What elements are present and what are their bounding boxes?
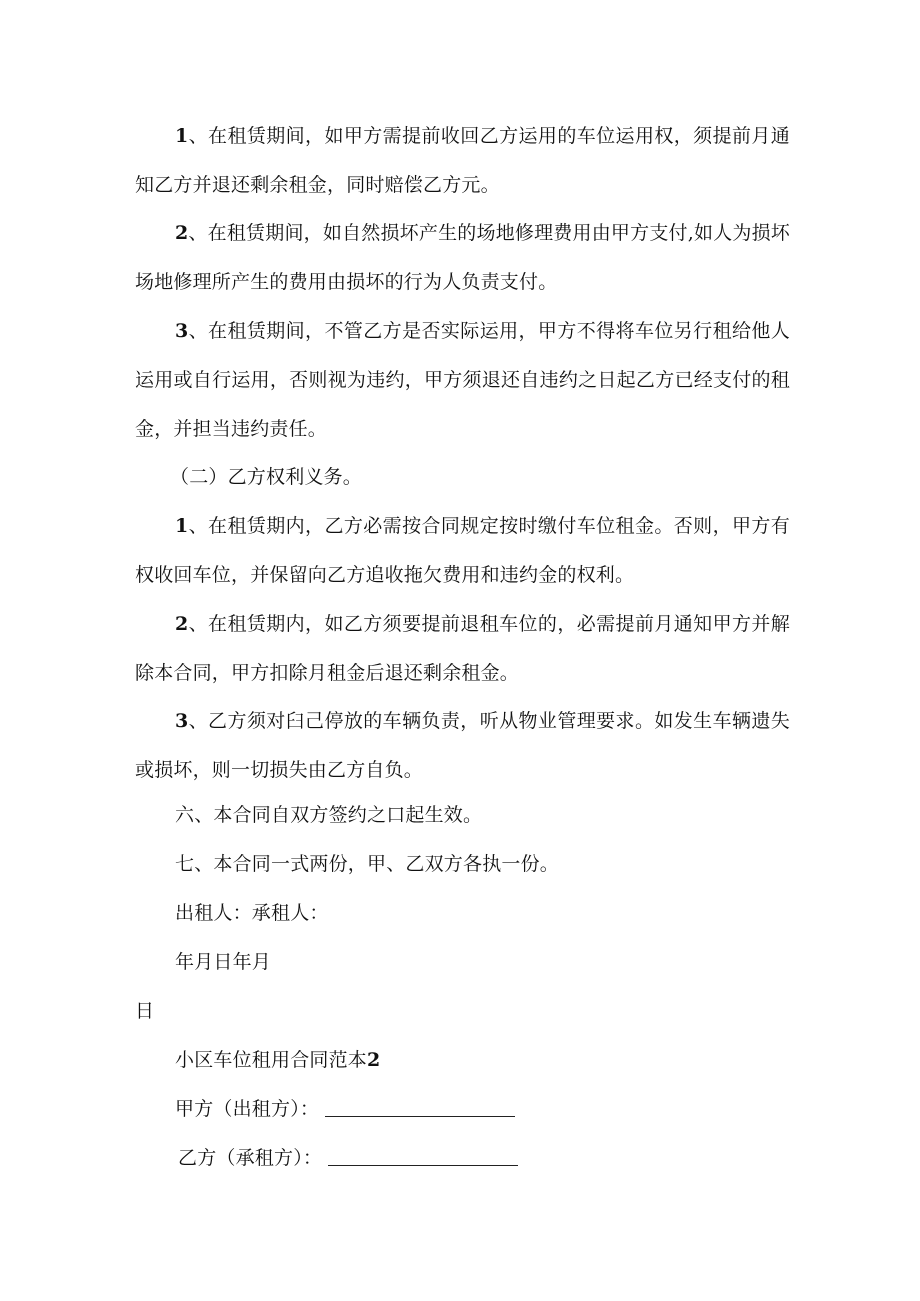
article-7: 七、本合同一式两份，甲、乙双方各执一份。 — [175, 853, 560, 875]
clause-number: 2 — [175, 613, 189, 635]
clause-number: 1 — [175, 125, 189, 147]
clause-text: 、在租赁期内，乙方必需按合同规定按时缴付车位租金。否则，甲方有权收回车位，并保留向乙方追收拖欠费用和违约金的权利。 — [135, 515, 790, 586]
clause-number: 2 — [175, 222, 189, 244]
clause-text: 、在租赁期间，如甲方需提前收回乙方运用的车位运用权，须提前月通知乙方并退还剩余租金，同时赔偿乙方元。 — [135, 125, 790, 196]
clause-number: 1 — [175, 515, 189, 537]
party-b-line — [178, 1143, 518, 1173]
clause-number: 3 — [175, 320, 189, 342]
clause-text: 、乙方须对臼己停放的车辆负责，听从物业管理要求。如发生车辆遗失或损坏，则一切损失由乙方自负。 — [135, 710, 790, 781]
clause-text: 、在租赁期内，如乙方须要提前退租车位的，必需提前月通知甲方并解除本合同，甲方扣除月租金后退还剩余租金。 — [135, 613, 790, 684]
clause-b-2 — [135, 600, 790, 698]
party-a-label: 甲方（出租方）： — [175, 1098, 320, 1120]
clause-b-3 — [135, 697, 790, 795]
contract2-title-number: 2 — [367, 1049, 381, 1071]
party-b-label: 乙方（承租方）： — [178, 1147, 323, 1169]
party-b-blank — [328, 1145, 518, 1166]
contract2-title-text: 小区车位租用合同范本 — [175, 1049, 368, 1071]
clause-text: 、在租赁期间，如自然损坏产生的场地修理费用由甲方支付,如人为损坏场地修理所产生的费用由损坏的行为人负责支付。 — [135, 222, 790, 293]
article-6: 六、本合同自双方签约之口起生效。 — [175, 804, 483, 826]
date-tail: 日 — [135, 1000, 155, 1022]
clause-number: 3 — [175, 710, 189, 732]
clause-text: 、在租赁期间，不管乙方是否实际运用，甲方不得将车位另行租给他人运用或自行运用，否则视为违约，甲方须退还自违约之日起乙方已经支付的租金，并担当违约责任。 — [135, 320, 790, 440]
party-a-line — [175, 1094, 515, 1124]
party-a-blank — [325, 1096, 515, 1117]
signers-line: 出租人：承租人： — [175, 902, 329, 924]
clause-a-2 — [135, 209, 790, 307]
clause-a-3 — [135, 307, 790, 454]
contract2-title — [175, 1045, 380, 1075]
clause-b-1 — [135, 502, 790, 600]
clause-a-1 — [135, 112, 790, 210]
section-b-title: （二）乙方权利义务。 — [170, 466, 363, 488]
date-line: 年月日年月 — [175, 951, 272, 973]
